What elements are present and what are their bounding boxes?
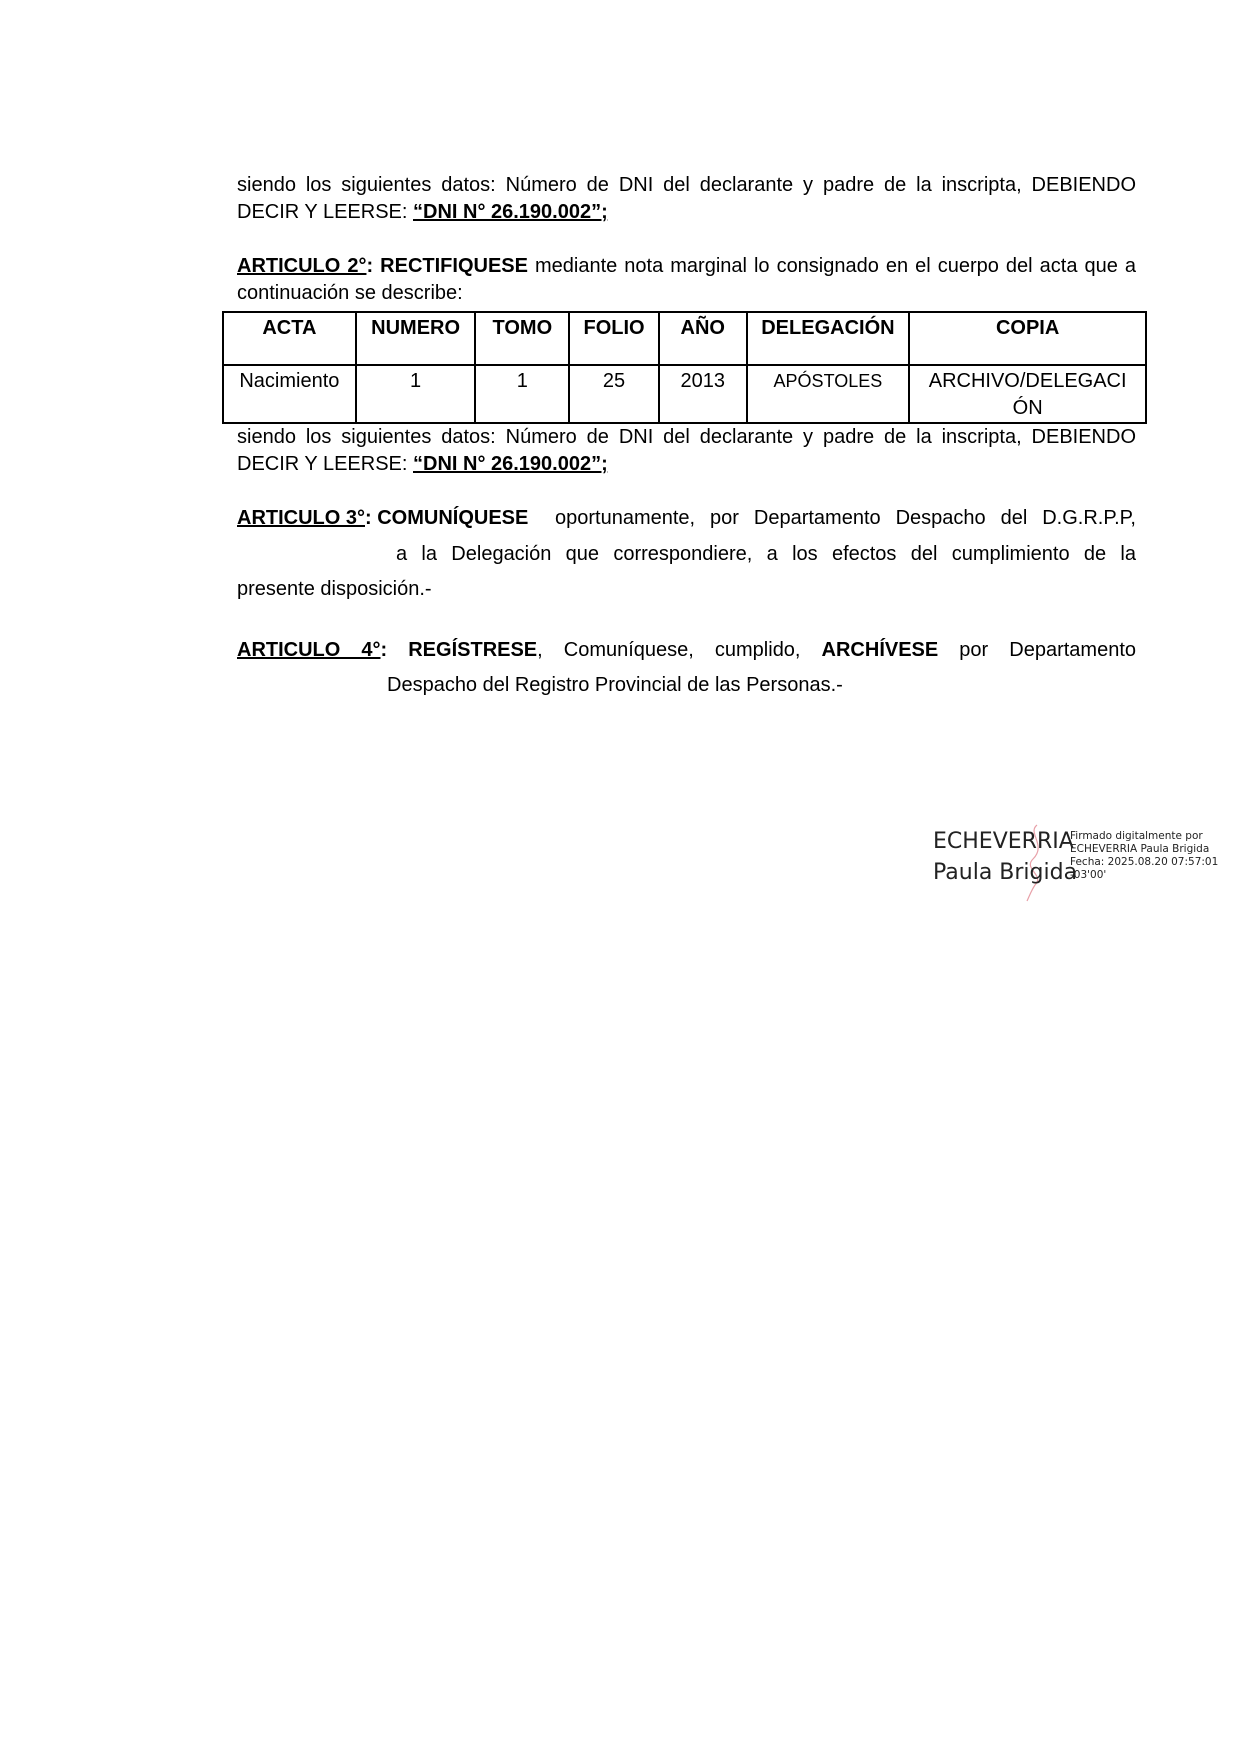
article-2 xyxy=(237,253,1136,307)
header-acta: ACTA xyxy=(223,312,356,365)
article-2-label: ARTICULO 2° xyxy=(237,255,367,277)
article-colon: : xyxy=(380,639,388,661)
article-3-line-3: presente disposición.- xyxy=(237,578,432,600)
table-header-row xyxy=(223,312,1146,365)
article-3-heading xyxy=(237,505,528,532)
paragraph-text: siendo los siguientes datos: Número de DNI del declarante y padre de la inscripta, DEBIENDO DECIR Y LEERSE: xyxy=(237,426,1136,475)
article-4-verb-register: REGÍSTRESE xyxy=(408,639,538,661)
article-4-tail-text: por Departamento xyxy=(938,639,1136,661)
article-2-text: mediante nota marginal lo consignado en el cuerpo del acta que a continuación se describe: xyxy=(237,255,1136,304)
table-row xyxy=(223,365,1146,423)
paragraph-dni-1 xyxy=(237,172,1136,226)
header-delegacion: DELEGACIÓN xyxy=(747,312,910,365)
cell-tomo: 1 xyxy=(475,365,569,423)
header-tomo: TOMO xyxy=(475,312,569,365)
cell-numero: 1 xyxy=(356,365,476,423)
signature-details xyxy=(1070,830,1220,882)
article-3-verb: COMUNÍQUESE xyxy=(377,507,529,529)
signer-name-line-1: ECHEVERRIA xyxy=(933,829,1074,854)
signer-name-line-2: Paula Brigida xyxy=(933,860,1078,885)
article-3-label: ARTICULO 3° xyxy=(237,507,365,529)
header-numero: NUMERO xyxy=(356,312,476,365)
article-4 xyxy=(237,637,1136,707)
cell-anio: 2013 xyxy=(659,365,747,423)
article-4-mid-text: , Comuníquese, cumplido, xyxy=(537,639,822,661)
article-3 xyxy=(237,505,1136,605)
acta-table xyxy=(222,311,1147,424)
header-copia: COPIA xyxy=(909,312,1146,365)
article-4-verb-archive: ARCHÍVESE xyxy=(821,639,939,661)
article-colon: : xyxy=(365,507,372,529)
paragraph-dni-2 xyxy=(237,424,1136,478)
cell-acta: Nacimiento xyxy=(223,365,356,423)
article-4-line-1 xyxy=(237,637,1136,664)
article-3-line-2: a la Delegación que correspondiere, a los efectos del cumplimiento de la xyxy=(396,543,1136,565)
signature-detail-line: Firmado digitalmente por xyxy=(1070,830,1203,842)
header-folio: FOLIO xyxy=(569,312,659,365)
cell-delegacion: APÓSTOLES xyxy=(747,365,910,423)
cell-copia: ARCHIVO/DELEGACI ÓN xyxy=(909,365,1146,423)
article-colon: : xyxy=(366,255,374,277)
signature-timezone: -03'00' xyxy=(1070,869,1107,881)
paragraph-text: siendo los siguientes datos: Número de DNI del declarante y padre de la inscripta, DEBIENDO DECIR Y LEERSE: xyxy=(237,174,1136,223)
signature-date: Fecha: 2025.08.20 07:57:01 xyxy=(1070,856,1219,868)
digital-signature xyxy=(933,827,1219,907)
article-4-line-2: Despacho del Registro Provincial de las Personas.- xyxy=(387,674,843,696)
dni-emphasis: “DNI N° 26.190.002”; xyxy=(413,201,608,223)
article-4-label: ARTICULO 4° xyxy=(237,639,381,661)
article-2-verb: RECTIFIQUESE xyxy=(380,255,528,277)
cell-folio: 25 xyxy=(569,365,659,423)
header-anio: AÑO xyxy=(659,312,747,365)
dni-emphasis: “DNI N° 26.190.002”; xyxy=(413,453,608,475)
article-3-line-1: oportunamente, por Departamento Despacho del D.G.R.P.P, xyxy=(555,507,1136,529)
signature-detail-line: ECHEVERRIA Paula Brigida xyxy=(1070,843,1210,855)
